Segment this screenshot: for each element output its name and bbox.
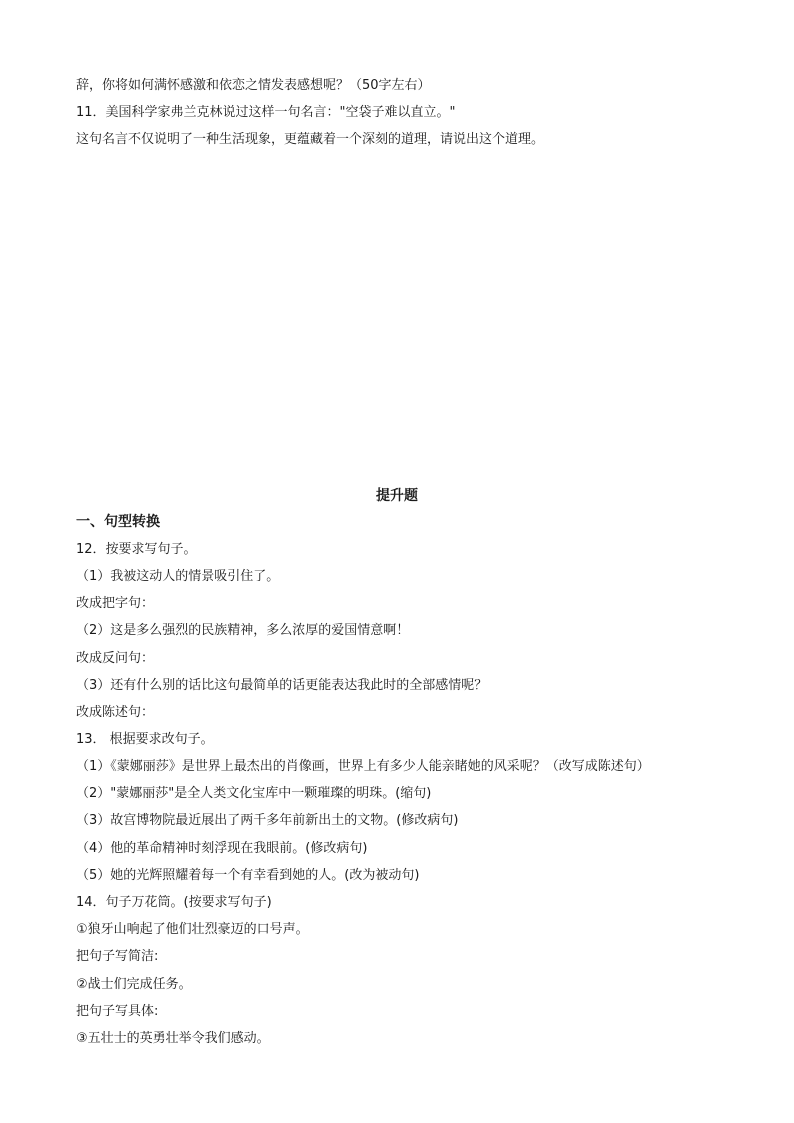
q14-item-1: ①狼牙山响起了他们壮烈豪迈的口号声。 — [76, 922, 309, 937]
section-title: 提升题 — [376, 488, 418, 504]
part1-heading: 一、句型转换 — [76, 514, 160, 530]
q12-stem: 12．按要求写句子。 — [76, 542, 197, 557]
q12-answer-label-2: 改成反问句： — [76, 651, 155, 666]
q14-item-2: ②战士们完成任务。 — [76, 977, 192, 992]
q12-item-3: （3）还有什么别的话比这句最简单的话更能表达我此时的全部感情呢？ — [76, 678, 488, 693]
q13-stem: 13． 根据要求改句子。 — [76, 732, 214, 747]
q13-item-5: （5）她的光辉照耀着每一个有幸看到她的人。(改为被动句) — [76, 868, 420, 883]
q12-answer-label-3: 改成陈述句： — [76, 705, 155, 720]
q13-item-3: （3）故宫博物院最近展出了两千多年前新出土的文物。(修改病句) — [76, 813, 459, 828]
q13-item-1: （1）《蒙娜丽莎》是世界上最杰出的肖像画，世界上有多少人能亲睹她的风采呢？（改写成陈述句） — [76, 759, 650, 774]
q11-prompt: 这句名言不仅说明了一种生活现象，更蕴藏着一个深刻的道理，请说出这个道理。 — [76, 132, 545, 147]
q10-continuation: 辞，你将如何满怀感激和依恋之情发表感想呢？（50字左右） — [76, 78, 431, 93]
q13-item-4: （4）他的革命精神时刻浮现在我眼前。(修改病句) — [76, 841, 368, 856]
q12-answer-label-1: 改成把字句： — [76, 596, 155, 611]
q14-item-3: ③五壮士的英勇壮举令我们感动。 — [76, 1031, 270, 1046]
q13-item-2: （2）"蒙娜丽莎"是全人类文化宝库中一颗璀璨的明珠。(缩句) — [76, 786, 432, 801]
q12-item-2: （2）这是多么强烈的民族精神，多么浓厚的爱国情意啊！ — [76, 623, 410, 638]
q14-stem: 14．句子万花筒。(按要求写句子) — [76, 895, 272, 910]
q14-answer-label-1: 把句子写简洁: — [76, 949, 159, 964]
q12-item-1: （1）我被这动人的情景吸引住了。 — [76, 569, 280, 584]
q11-stem: 11．美国科学家弗兰克林说过这样一句名言："空袋子难以直立。" — [76, 105, 456, 120]
q14-answer-label-2: 把句子写具体: — [76, 1004, 159, 1019]
